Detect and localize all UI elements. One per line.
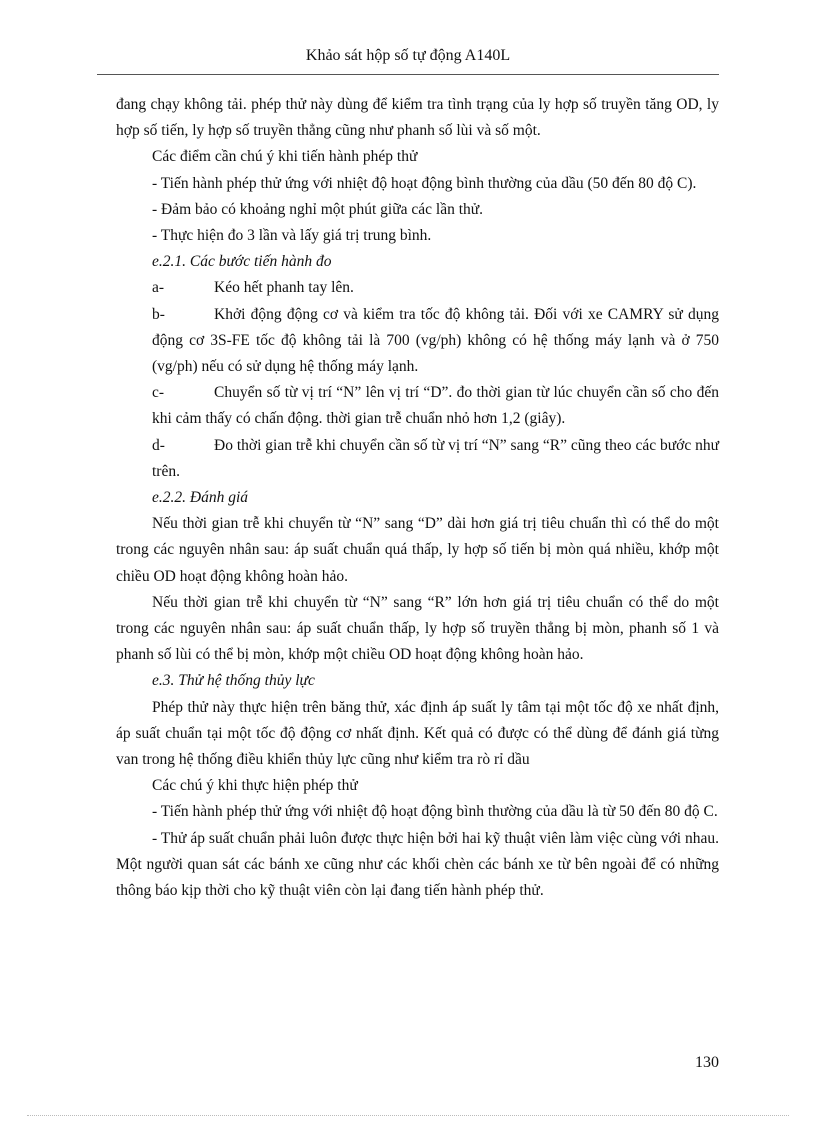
document-body [116, 92, 719, 904]
step-item [116, 275, 719, 301]
paragraph: Phép thử này thực hiện trên băng thử, xác định áp suất ly tâm tại một tốc độ xe nhất định, áp suất chuẩn tại một tốc độ động cơ nhất định. Kết quả có được có thể dùng để đánh giá từng van trong hệ thống điều khiển thủy lực cũng như kiểm tra rò rỉ dầu [116, 698, 719, 769]
step-marker: b- [152, 305, 165, 323]
step-text: Chuyển số từ vị trí “N” lên vị trí “D”. đo thời gian từ lúc chuyển cần số cho đến khi cảm thấy có chấn động. thời gian trễ chuẩn nhỏ hơn 1,2 (giây). [152, 384, 719, 428]
paragraph: Nếu thời gian trễ khi chuyển từ “N” sang “D” dài hơn giá trị tiêu chuẩn thì có thể do một trong các nguyên nhân sau: áp suất chuẩn quá thấp, ly hợp số tiến bị mòn quá nhiều, khớp một chiều OD hoạt động không hoàn hảo. [116, 515, 719, 585]
step-marker: c- [152, 384, 165, 402]
step-text: Kéo hết phanh tay lên. [214, 279, 354, 297]
list-item: - Thử áp suất chuẩn phải luôn được thực hiện bởi hai kỹ thuật viên làm việc cùng với nhau. Một người quan sát các bánh xe cũng như các khối chèn các bánh xe từ bên ngoài để có những thông báo kịp thời cho kỹ thuật viên còn lại đang tiến hành phép thử. [116, 829, 719, 900]
step-marker: a- [152, 279, 165, 297]
step-item [116, 302, 719, 381]
step-item [116, 433, 719, 485]
page-number: 130 [695, 1054, 719, 1071]
footer-divider [27, 1115, 789, 1116]
paragraph: đang chạy không tải. phép thử này dùng để kiểm tra tình trạng của ly hợp số truyền tăng OD, ly hợp số tiến, ly hợp số truyền thẳng cũng như phanh số lùi và số một. [116, 96, 719, 140]
paragraph: Nếu thời gian trễ khi chuyển từ “N” sang “R” lớn hơn giá trị tiêu chuẩn có thể do một trong các nguyên nhân sau: áp suất chuẩn thấp, ly hợp số truyền thẳng bị mòn, phanh số 1 và phanh số lùi có thể bị mòn, khớp một chiều OD hoạt động không hoàn hảo. [116, 593, 719, 664]
step-text: Khởi động động cơ và kiểm tra tốc độ không tải. Đối với xe CAMRY sử dụng động cơ 3S-FE tốc độ không tải là 700 (vg/ph) không có hệ thống máy lạnh và ở 750 (vg/ph) nếu có sử dụng hệ thống máy lạnh. [152, 305, 719, 376]
section-heading: e.3. Thử hệ thống thủy lực [152, 672, 315, 690]
step-marker: d- [152, 436, 165, 454]
list-item: - Tiến hành phép thử ứng với nhiệt độ hoạt động bình thường của dầu là từ 50 đến 80 độ C. [152, 803, 718, 821]
paragraph: Các chú ý khi thực hiện phép thử [152, 777, 358, 795]
page-header: Khảo sát hộp số tự động A140L [305, 47, 511, 64]
paragraph: Các điểm cần chú ý khi tiến hành phép thử [152, 148, 418, 166]
list-item: - Thực hiện đo 3 lần và lấy giá trị trung bình. [152, 227, 432, 245]
section-heading: e.2.1. Các bước tiến hành đo [152, 253, 332, 271]
list-item: - Tiến hành phép thử ứng với nhiệt độ hoạt động bình thường của dầu (50 đến 80 độ C). [152, 174, 697, 192]
step-item [116, 380, 719, 432]
step-text: Đo thời gian trễ khi chuyển cần số từ vị trí “N” sang “R” cũng theo các bước như trên. [152, 436, 719, 480]
header-divider [97, 74, 719, 75]
section-heading: e.2.2. Đánh giá [152, 489, 249, 507]
list-item: - Đảm bảo có khoảng nghỉ một phút giữa các lần thử. [152, 200, 484, 218]
